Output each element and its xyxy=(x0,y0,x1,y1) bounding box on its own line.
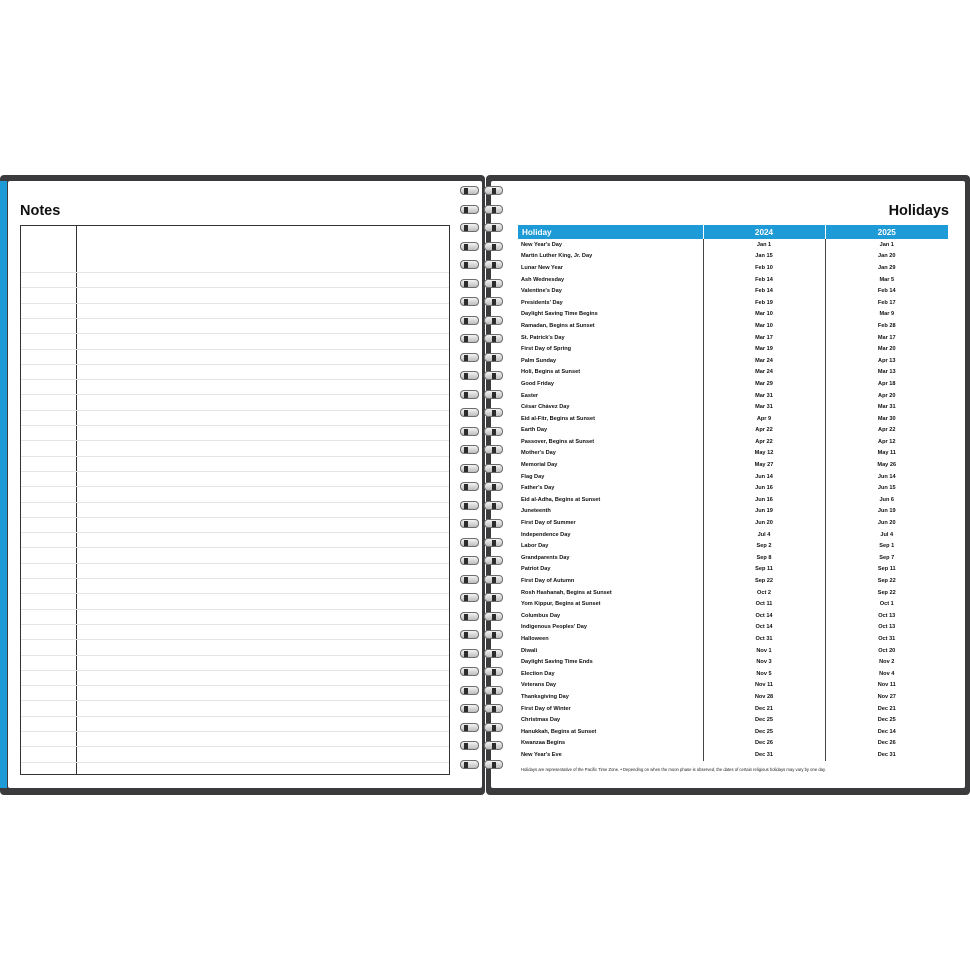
date-2025-cell: Sep 22 xyxy=(877,578,896,585)
table-row xyxy=(518,703,948,715)
table-row xyxy=(518,285,948,297)
ruled-line xyxy=(21,532,449,533)
date-2025-cell: Jun 15 xyxy=(877,485,896,492)
date-2025-cell: Dec 26 xyxy=(877,740,896,747)
date-2025-cell: Apr 13 xyxy=(878,357,896,364)
spiral-coil xyxy=(460,296,504,309)
holiday-name-cell: Valentine's Day xyxy=(521,288,562,295)
date-2025-cell: Jan 29 xyxy=(878,264,896,271)
holiday-name-cell: First Day of Summer xyxy=(521,520,576,527)
spiral-coil xyxy=(460,407,504,420)
spiral-coil xyxy=(460,629,504,642)
holiday-name-cell: Palm Sunday xyxy=(521,357,557,364)
date-2024-cell: Mar 17 xyxy=(703,332,825,344)
holiday-name-cell: Memorial Day xyxy=(521,462,558,469)
date-2024-cell: Dec 31 xyxy=(703,749,825,761)
date-2025-cell: Nov 11 xyxy=(877,682,896,689)
date-2025-cell: Dec 14 xyxy=(877,728,896,735)
date-2025-cell: Feb 17 xyxy=(877,299,896,306)
holiday-name-cell: Mother's Day xyxy=(521,450,556,457)
table-row xyxy=(518,680,948,692)
holiday-name-cell: Ramadan, Begins at Sunset xyxy=(521,322,595,329)
ruled-line xyxy=(21,517,449,518)
holiday-name-cell: Ash Wednesday xyxy=(521,276,565,283)
table-row xyxy=(518,390,948,402)
holiday-name-cell: Hanukkah, Begins at Sunset xyxy=(521,728,597,735)
date-2024-cell: Oct 14 xyxy=(703,622,825,634)
spiral-coil xyxy=(460,722,504,735)
table-row xyxy=(518,691,948,703)
spiral-coil xyxy=(460,685,504,698)
date-2025-cell: Jun 20 xyxy=(877,520,896,527)
date-2024-cell: Feb 19 xyxy=(703,297,825,309)
table-row xyxy=(518,332,948,344)
holiday-name-cell: Eid al-Fitr, Begins at Sunset xyxy=(521,415,595,422)
holiday-name-cell: Daylight Saving Time Begins xyxy=(521,311,598,318)
holiday-name-cell: Labor Day xyxy=(521,543,549,550)
ruled-line xyxy=(21,349,449,350)
page-title: Notes xyxy=(20,203,61,219)
table-row xyxy=(518,738,948,750)
holiday-name-cell: Patriot Day xyxy=(521,566,551,573)
ruled-line xyxy=(21,318,449,319)
date-2024-cell: Apr 9 xyxy=(703,413,825,425)
table-row xyxy=(518,343,948,355)
table-row xyxy=(518,367,948,379)
date-2025-cell: Nov 27 xyxy=(877,693,896,700)
table-row xyxy=(518,726,948,738)
table-row xyxy=(518,378,948,390)
ruled-line xyxy=(21,716,449,717)
ruled-line xyxy=(21,425,449,426)
date-2025-cell: Jun 6 xyxy=(879,496,895,503)
date-2024-cell: Dec 26 xyxy=(703,738,825,750)
date-2024-cell: Mar 31 xyxy=(703,390,825,402)
table-row xyxy=(518,251,948,263)
date-2025-cell: Sep 11 xyxy=(877,566,896,573)
spiral-coil xyxy=(460,518,504,531)
holidays-page xyxy=(491,181,965,788)
date-2024-cell: Jun 16 xyxy=(703,482,825,494)
date-2025-cell: Mar 20 xyxy=(877,346,896,353)
table-row xyxy=(518,598,948,610)
holiday-name-cell: Presidents' Day xyxy=(521,299,563,306)
holiday-name-cell: First Day of Spring xyxy=(521,346,572,353)
date-2025-cell: Oct 20 xyxy=(878,647,896,654)
holiday-name-cell: Columbus Day xyxy=(521,612,561,619)
spiral-coil xyxy=(460,703,504,716)
holiday-table xyxy=(518,225,948,761)
column-header-2024: 2024 xyxy=(703,225,825,239)
date-2025-cell: Mar 13 xyxy=(877,369,896,376)
date-2024-cell: Oct 2 xyxy=(703,587,825,599)
table-row xyxy=(518,355,948,367)
date-2025-cell: Oct 31 xyxy=(878,635,896,642)
holiday-name-cell: Veterans Day xyxy=(521,682,557,689)
date-2025-cell: Jun 14 xyxy=(877,473,896,480)
table-row xyxy=(518,622,948,634)
date-2025-cell: Mar 9 xyxy=(879,311,895,318)
holiday-name-cell: Grandparents Day xyxy=(521,554,570,561)
date-2025-cell: Apr 18 xyxy=(878,380,896,387)
table-row xyxy=(518,587,948,599)
date-2024-cell: Jun 16 xyxy=(703,494,825,506)
holiday-name-cell: St. Patrick's Day xyxy=(521,334,565,341)
date-2024-cell: Jun 20 xyxy=(703,517,825,529)
holiday-name-cell: Independence Day xyxy=(521,531,571,538)
ruled-line xyxy=(21,287,449,288)
date-2024-cell: Sep 8 xyxy=(703,552,825,564)
holiday-name-cell: New Year's Eve xyxy=(521,751,562,758)
date-2024-cell: Jun 14 xyxy=(703,471,825,483)
holiday-name-cell: Yom Kippur, Begins at Sunset xyxy=(521,601,601,608)
date-2024-cell: Apr 22 xyxy=(703,436,825,448)
date-2024-cell: Sep 22 xyxy=(703,575,825,587)
table-row xyxy=(518,274,948,286)
ruled-line xyxy=(21,440,449,441)
table-row xyxy=(518,564,948,576)
date-2025-cell: Jun 19 xyxy=(877,508,896,515)
ruled-line xyxy=(21,547,449,548)
date-2024-cell: Mar 24 xyxy=(703,355,825,367)
ruled-line xyxy=(21,655,449,656)
holiday-name-cell: Kwanzaa Begins xyxy=(521,740,566,747)
date-2024-cell: Dec 25 xyxy=(703,714,825,726)
date-2025-cell: Dec 21 xyxy=(877,705,896,712)
holiday-name-cell: Indigenous Peoples' Day xyxy=(521,624,587,631)
date-2025-cell: Apr 22 xyxy=(878,427,896,434)
ruled-line xyxy=(21,410,449,411)
date-2025-cell: Oct 13 xyxy=(878,612,896,619)
spiral-coil xyxy=(460,222,504,235)
table-row xyxy=(518,448,948,460)
ruled-line xyxy=(21,670,449,671)
table-row xyxy=(518,517,948,529)
table-row xyxy=(518,552,948,564)
ruled-line xyxy=(21,364,449,365)
date-2024-cell: Mar 10 xyxy=(703,309,825,321)
table-row xyxy=(518,425,948,437)
date-2025-cell: Mar 17 xyxy=(877,334,896,341)
holiday-name-cell: Flag Day xyxy=(521,473,545,480)
spiral-coil xyxy=(460,370,504,383)
table-row xyxy=(518,633,948,645)
date-2024-cell: Oct 14 xyxy=(703,610,825,622)
spiral-coil xyxy=(460,648,504,661)
table-row xyxy=(518,482,948,494)
date-2024-cell: Jan 15 xyxy=(703,251,825,263)
spiral-coil xyxy=(460,740,504,753)
table-row xyxy=(518,506,948,518)
table-row xyxy=(518,656,948,668)
date-2024-cell: Nov 5 xyxy=(703,668,825,680)
date-2025-cell: Sep 22 xyxy=(877,589,896,596)
holiday-name-cell: Father's Day xyxy=(521,485,555,492)
date-2024-cell: May 12 xyxy=(703,448,825,460)
holiday-name-cell: Holi, Begins at Sunset xyxy=(521,369,581,376)
holiday-name-cell: Juneteenth xyxy=(521,508,551,515)
column-header-2025: 2025 xyxy=(825,225,948,239)
table-row xyxy=(518,320,948,332)
table-row xyxy=(518,297,948,309)
date-2024-cell: Dec 25 xyxy=(703,726,825,738)
date-2024-cell: Oct 11 xyxy=(703,598,825,610)
ruled-line xyxy=(21,700,449,701)
ruled-line xyxy=(21,394,449,395)
ruled-line xyxy=(21,456,449,457)
holiday-name-cell: Earth Day xyxy=(521,427,548,434)
ruled-line xyxy=(21,303,449,304)
date-2024-cell: Sep 11 xyxy=(703,564,825,576)
date-2024-cell: Mar 31 xyxy=(703,401,825,413)
holiday-name-cell: Halloween xyxy=(521,635,549,642)
date-2024-cell: Apr 22 xyxy=(703,425,825,437)
spiral-coil xyxy=(460,463,504,476)
date-2024-cell: Oct 31 xyxy=(703,633,825,645)
date-2025-cell: Nov 4 xyxy=(879,670,895,677)
date-2025-cell: Dec 31 xyxy=(877,751,896,758)
holiday-name-cell: César Chávez Day xyxy=(521,404,570,411)
table-row xyxy=(518,309,948,321)
date-2025-cell: Feb 28 xyxy=(877,322,896,329)
spiral-coil xyxy=(460,555,504,568)
holiday-name-cell: Lunar New Year xyxy=(521,264,563,271)
date-2025-cell: Oct 13 xyxy=(878,624,896,631)
ruled-line xyxy=(21,639,449,640)
date-2025-cell: Dec 25 xyxy=(877,717,896,724)
column-header-holiday: Holiday xyxy=(518,225,703,239)
spiral-coil xyxy=(460,574,504,587)
date-2024-cell: Nov 11 xyxy=(703,680,825,692)
table-row xyxy=(518,436,948,448)
spiral-coil xyxy=(460,204,504,217)
table-row xyxy=(518,575,948,587)
ruled-line xyxy=(21,578,449,579)
table-row xyxy=(518,471,948,483)
spiral-coil xyxy=(460,500,504,513)
notes-lined-area xyxy=(20,225,450,775)
spiral-coil xyxy=(460,444,504,457)
date-2025-cell: Sep 7 xyxy=(879,554,895,561)
table-row xyxy=(518,262,948,274)
holiday-name-cell: Diwali xyxy=(521,647,538,654)
ruled-line xyxy=(21,502,449,503)
holiday-name-cell: Easter xyxy=(521,392,539,399)
date-2025-cell: Apr 20 xyxy=(878,392,896,399)
table-header-row xyxy=(518,225,948,239)
table-row xyxy=(518,749,948,761)
spiral-coil xyxy=(460,259,504,272)
table-row xyxy=(518,610,948,622)
date-2025-cell: Sep 1 xyxy=(879,543,895,550)
date-2024-cell: Feb 14 xyxy=(703,285,825,297)
spiral-coil xyxy=(460,315,504,328)
spiral-coil xyxy=(460,389,504,402)
spiral-coil xyxy=(460,592,504,605)
holiday-name-cell: First Day of Winter xyxy=(521,705,571,712)
spiral-coil xyxy=(460,278,504,291)
notes-page xyxy=(8,181,482,788)
holiday-name-cell: Christmas Day xyxy=(521,717,561,724)
ruled-line xyxy=(21,272,449,273)
date-2025-cell: Nov 2 xyxy=(879,659,895,666)
date-2025-cell: Oct 1 xyxy=(879,601,894,608)
date-2024-cell: Jan 1 xyxy=(703,239,825,251)
date-2025-cell: Mar 31 xyxy=(877,404,896,411)
date-2025-cell: May 11 xyxy=(877,450,896,457)
margin-divider xyxy=(76,226,77,774)
date-2025-cell: Jan 20 xyxy=(878,253,896,260)
table-row xyxy=(518,239,948,251)
date-2025-cell: Jan 1 xyxy=(879,241,894,248)
holiday-table-body xyxy=(518,239,948,761)
date-2024-cell: Feb 14 xyxy=(703,274,825,286)
date-2025-cell: Feb 14 xyxy=(877,288,896,295)
holiday-name-cell: New Year's Day xyxy=(521,241,563,248)
spiral-binding xyxy=(460,185,504,785)
ruled-line xyxy=(21,333,449,334)
table-row xyxy=(518,540,948,552)
table-row xyxy=(518,401,948,413)
spiral-coil xyxy=(460,185,504,198)
holiday-name-cell: First Day of Autumn xyxy=(521,578,575,585)
date-2024-cell: Mar 19 xyxy=(703,343,825,355)
date-2024-cell: Mar 10 xyxy=(703,320,825,332)
spiral-coil xyxy=(460,352,504,365)
ruled-line xyxy=(21,379,449,380)
spiral-coil xyxy=(460,333,504,346)
ruled-line xyxy=(21,746,449,747)
ruled-line xyxy=(21,731,449,732)
holiday-name-cell: Thanksgiving Day xyxy=(521,693,569,700)
date-2025-cell: Apr 12 xyxy=(878,438,896,445)
table-row xyxy=(518,714,948,726)
table-row xyxy=(518,413,948,425)
date-2024-cell: Mar 24 xyxy=(703,367,825,379)
spiral-coil xyxy=(460,537,504,550)
date-2024-cell: Mar 29 xyxy=(703,378,825,390)
holiday-name-cell: Election Day xyxy=(521,670,555,677)
date-2024-cell: Nov 3 xyxy=(703,656,825,668)
spiral-coil xyxy=(460,759,504,772)
date-2025-cell: Mar 30 xyxy=(877,415,896,422)
date-2024-cell: Jun 19 xyxy=(703,506,825,518)
holiday-name-cell: Good Friday xyxy=(521,380,554,387)
ruled-line xyxy=(21,563,449,564)
spiral-coil xyxy=(460,611,504,624)
date-2024-cell: May 27 xyxy=(703,459,825,471)
holiday-name-cell: Daylight Saving Time Ends xyxy=(521,659,593,666)
spiral-coil xyxy=(460,241,504,254)
ruled-line xyxy=(21,685,449,686)
table-row xyxy=(518,529,948,541)
holiday-name-cell: Passover, Begins at Sunset xyxy=(521,438,595,445)
date-2024-cell: Nov 1 xyxy=(703,645,825,657)
date-2024-cell: Feb 10 xyxy=(703,262,825,274)
date-2024-cell: Dec 21 xyxy=(703,703,825,715)
date-2024-cell: Nov 28 xyxy=(703,691,825,703)
footnote: Holidays are representative of the Pacific Time Zone. • Depending on when the moon phase is observed, the dates of certain religious holidays may vary by one day. xyxy=(521,767,826,772)
holiday-name-cell: Martin Luther King, Jr. Day xyxy=(521,253,593,260)
ruled-line xyxy=(21,624,449,625)
table-row xyxy=(518,668,948,680)
date-2025-cell: May 26 xyxy=(877,462,897,469)
table-row xyxy=(518,459,948,471)
table-row xyxy=(518,494,948,506)
date-2025-cell: Mar 5 xyxy=(879,276,895,283)
date-2024-cell: Sep 2 xyxy=(703,540,825,552)
ruled-line xyxy=(21,762,449,763)
ruled-line xyxy=(21,486,449,487)
ruled-line xyxy=(21,609,449,610)
holiday-name-cell: Eid al-Adha, Begins at Sunset xyxy=(521,496,601,503)
spiral-coil xyxy=(460,481,504,494)
ruled-line xyxy=(21,471,449,472)
page-title: Holidays xyxy=(888,203,949,219)
table-row xyxy=(518,645,948,657)
spiral-coil xyxy=(460,666,504,679)
holiday-name-cell: Rosh Hashanah, Begins at Sunset xyxy=(521,589,612,596)
spiral-coil xyxy=(460,426,504,439)
date-2025-cell: Jul 4 xyxy=(880,531,894,538)
ruled-line xyxy=(21,593,449,594)
date-2024-cell: Jul 4 xyxy=(703,529,825,541)
